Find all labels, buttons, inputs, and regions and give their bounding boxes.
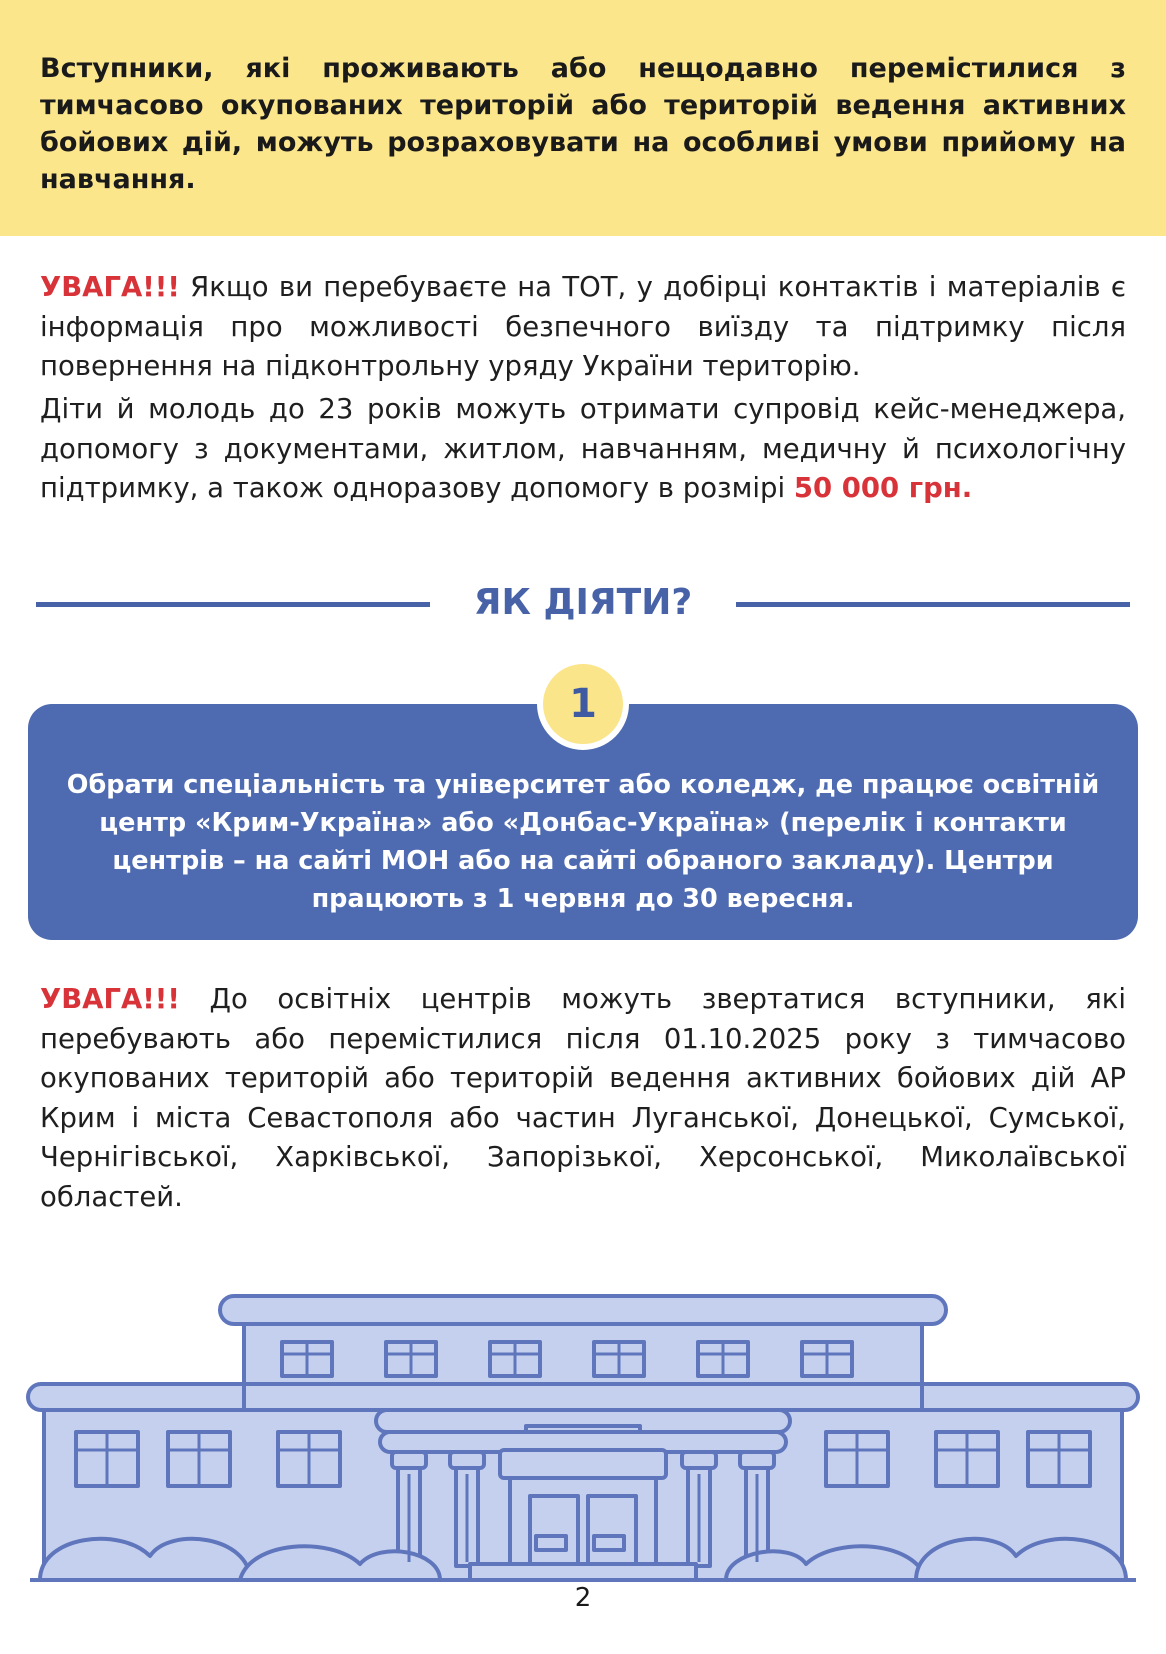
section-heading: ЯК ДІЯТИ? [473, 582, 693, 623]
step-number-badge: 1 [537, 658, 629, 750]
attention-tot-text: Якщо ви перебуваєте на ТОТ, у добірці контактів і матеріалів є інформація про можливості безпечного виїзду та підтримку після повернення на підконтрольну уряду України територію. [40, 271, 1126, 382]
attention-centers-text: До освітніх центрів можуть звертатися вступники, які перебувають або перемістилися після 01.10.2025 року з тимчасово окупованих територій або територій ведення активних бойових дій АР Крим і міста Севастополя або частин Луганської, Донецької, Сумської, Чернігівської, Харківської, Запорізької, Херсонської, Миколаївської областей. [40, 983, 1126, 1213]
attention-tot-paragraph [40, 268, 1126, 387]
page-number: 2 [574, 1583, 592, 1613]
university-building-icon [0, 1286, 1166, 1598]
youth-support-paragraph [40, 390, 1126, 509]
attention-centers-paragraph [40, 980, 1126, 1217]
support-amount: 50 000 грн. [793, 472, 973, 504]
intro-banner [0, 0, 1166, 236]
attention-label: УВАГА!!! [40, 271, 180, 303]
attention-label: УВАГА!!! [40, 983, 180, 1015]
step-text: Обрати спеціальність та університет або коледж, де працює освітній центр «Крим-Україна» або «Донбас-Україна» (перелік і контакти центрів – на сайті МОН або на сайті обраного закладу). Центри працюють з 1 червня до 30 вересня. [66, 770, 1100, 914]
intro-text: Вступники, які проживають або нещодавно перемістилися з тимчасово окупованих територій або територій ведення активних бойових дій, можуть розраховувати на особливі умови прийому на навчання. [40, 53, 1126, 195]
youth-support-text: Діти й молодь до 23 років можуть отримати супровід кейс-менеджера, допомогу з документами, житлом, навчанням, медичну й психологічну підтримку, а також одноразову допомогу в розмірі [40, 393, 1126, 504]
